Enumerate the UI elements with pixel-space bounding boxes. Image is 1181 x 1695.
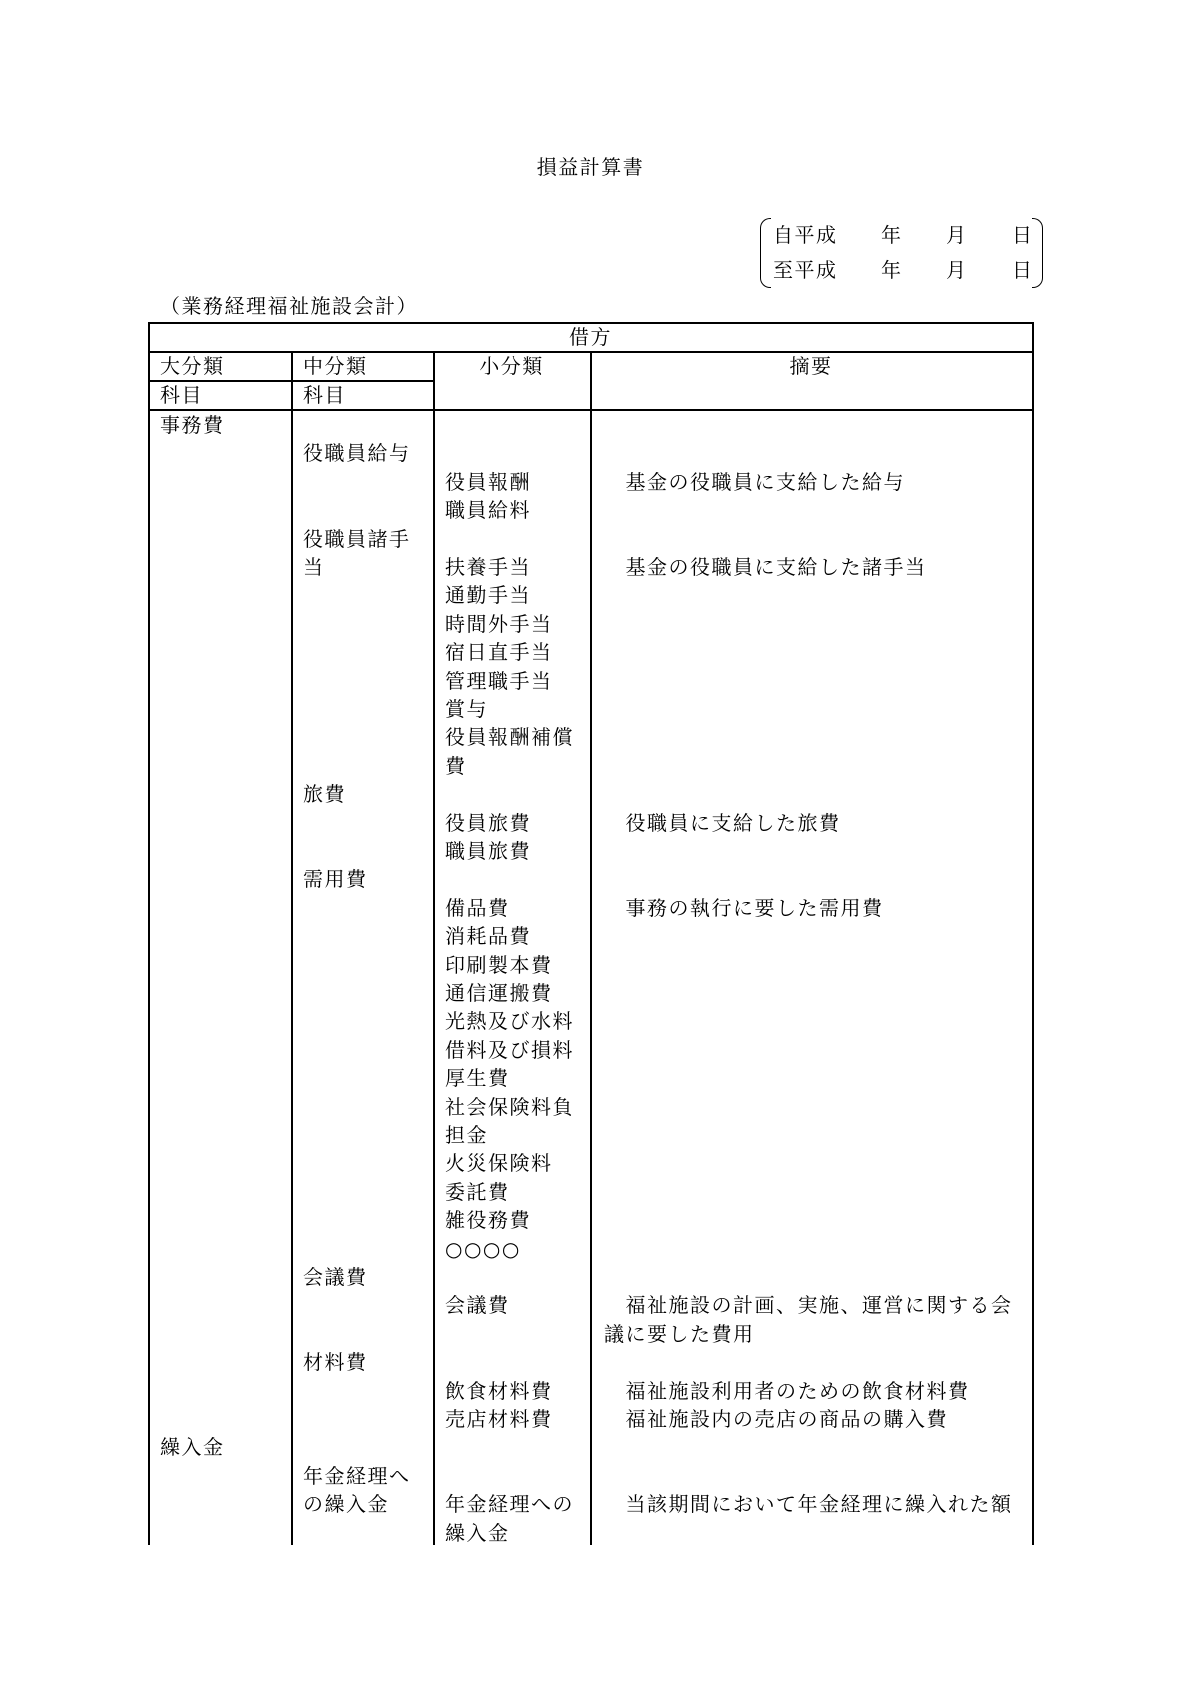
minor-category-cell: 費 bbox=[445, 753, 467, 778]
middle-category-cell: 役職員給与 bbox=[303, 441, 411, 466]
period-from-month: 月 bbox=[946, 223, 968, 247]
minor-category-cell: 役員報酬補償 bbox=[445, 725, 574, 750]
summary-cell: 議に要した費用 bbox=[604, 1321, 755, 1346]
summary-header: 摘要 bbox=[789, 354, 833, 378]
period-to-year: 年 bbox=[881, 258, 903, 282]
minor-category-cell: 備品費 bbox=[445, 895, 510, 920]
minor-category-cell: 繰入金 bbox=[445, 1520, 510, 1545]
accounting-unit: （業務経理福祉施設会計） bbox=[160, 294, 418, 318]
minor-category-cell: 役員旅費 bbox=[445, 810, 531, 835]
major-item-header: 科目 bbox=[160, 383, 203, 407]
summary-cell: 当該期間において年金経理に繰入れた額 bbox=[604, 1492, 1013, 1517]
minor-category-cell: 厚生費 bbox=[445, 1066, 510, 1091]
minor-category-cell: 職員給料 bbox=[445, 498, 531, 523]
summary-cell: 福祉施設利用者のための飲食材料費 bbox=[604, 1378, 970, 1403]
period-to-prefix: 至平成 bbox=[773, 258, 838, 282]
summary-cell: 基金の役職員に支給した給与 bbox=[604, 469, 905, 494]
middle-category-cell: 年金経理へ bbox=[303, 1463, 411, 1488]
minor-category-cell: 扶養手当 bbox=[445, 555, 531, 579]
column-divider bbox=[433, 351, 435, 1545]
left-bracket bbox=[760, 218, 771, 288]
column-divider bbox=[590, 351, 592, 1545]
summary-cell: 役職員に支給した旅費 bbox=[604, 810, 841, 835]
document-title: 損益計算書 bbox=[536, 155, 645, 179]
right-bracket bbox=[1032, 218, 1043, 288]
major-category-header: 大分類 bbox=[160, 354, 225, 378]
minor-category-cell: 火災保険料 bbox=[445, 1151, 553, 1176]
table-left-border bbox=[148, 322, 150, 1545]
major-category-cell: 繰入金 bbox=[160, 1435, 225, 1460]
minor-category-cell: 飲食材料費 bbox=[445, 1378, 553, 1403]
middle-category-cell: 旅費 bbox=[303, 782, 346, 807]
minor-category-cell: 社会保険料負 bbox=[445, 1094, 574, 1119]
minor-category-cell: 雑役務費 bbox=[445, 1208, 531, 1233]
minor-category-cell: 役員報酬 bbox=[445, 469, 531, 494]
middle-category-cell: 役職員諸手 bbox=[303, 526, 411, 551]
minor-category-cell: 賞与 bbox=[445, 697, 488, 721]
middle-category-cell: の繰入金 bbox=[303, 1492, 389, 1517]
table-right-border bbox=[1032, 322, 1034, 1545]
summary-cell: 基金の役職員に支給した諸手当 bbox=[604, 555, 927, 579]
minor-category-cell: ○○○○ bbox=[445, 1236, 521, 1261]
minor-category-cell: 通信運搬費 bbox=[445, 981, 553, 1005]
minor-category-cell: 管理職手当 bbox=[445, 668, 553, 693]
summary-cell: 事務の執行に要した需用費 bbox=[604, 895, 884, 920]
minor-category-cell: 通勤手当 bbox=[445, 583, 531, 608]
minor-category-cell: 担金 bbox=[445, 1123, 488, 1147]
middle-category-cell: 需用費 bbox=[303, 867, 368, 892]
minor-category-cell: 光熱及び水料 bbox=[445, 1009, 574, 1034]
minor-category-cell: 借料及び損料 bbox=[445, 1037, 574, 1062]
period-from-prefix: 自平成 bbox=[773, 223, 838, 247]
minor-category-cell: 会議費 bbox=[445, 1293, 510, 1318]
minor-category-cell: 宿日直手当 bbox=[445, 640, 553, 665]
period-from-day: 日 bbox=[1012, 223, 1034, 247]
summary-cell: 福祉施設内の売店の商品の購入費 bbox=[604, 1407, 948, 1431]
column-divider bbox=[291, 351, 293, 1545]
minor-category-cell: 年金経理への bbox=[445, 1492, 574, 1517]
minor-category-cell: 消耗品費 bbox=[445, 924, 531, 949]
major-category-cell: 事務費 bbox=[160, 413, 225, 437]
middle-item-header: 科目 bbox=[303, 383, 346, 407]
minor-category-header: 小分類 bbox=[479, 354, 544, 378]
minor-category-cell: 売店材料費 bbox=[445, 1407, 553, 1431]
minor-category-cell: 委託費 bbox=[445, 1179, 510, 1204]
minor-category-cell: 職員旅費 bbox=[445, 839, 531, 863]
period-from-year: 年 bbox=[881, 223, 903, 247]
middle-category-cell: 当 bbox=[303, 555, 325, 579]
minor-category-cell: 時間外手当 bbox=[445, 611, 553, 636]
period-to-month: 月 bbox=[946, 258, 968, 282]
middle-category-cell: 会議費 bbox=[303, 1265, 368, 1289]
period-to-day: 日 bbox=[1012, 258, 1034, 282]
middle-category-cell: 材料費 bbox=[303, 1350, 368, 1375]
summary-cell: 福祉施設の計画、実施、運営に関する会 bbox=[604, 1293, 1013, 1318]
minor-category-cell: 印刷製本費 bbox=[445, 952, 553, 977]
middle-category-header: 中分類 bbox=[303, 354, 368, 378]
debit-header: 借方 bbox=[569, 325, 612, 349]
